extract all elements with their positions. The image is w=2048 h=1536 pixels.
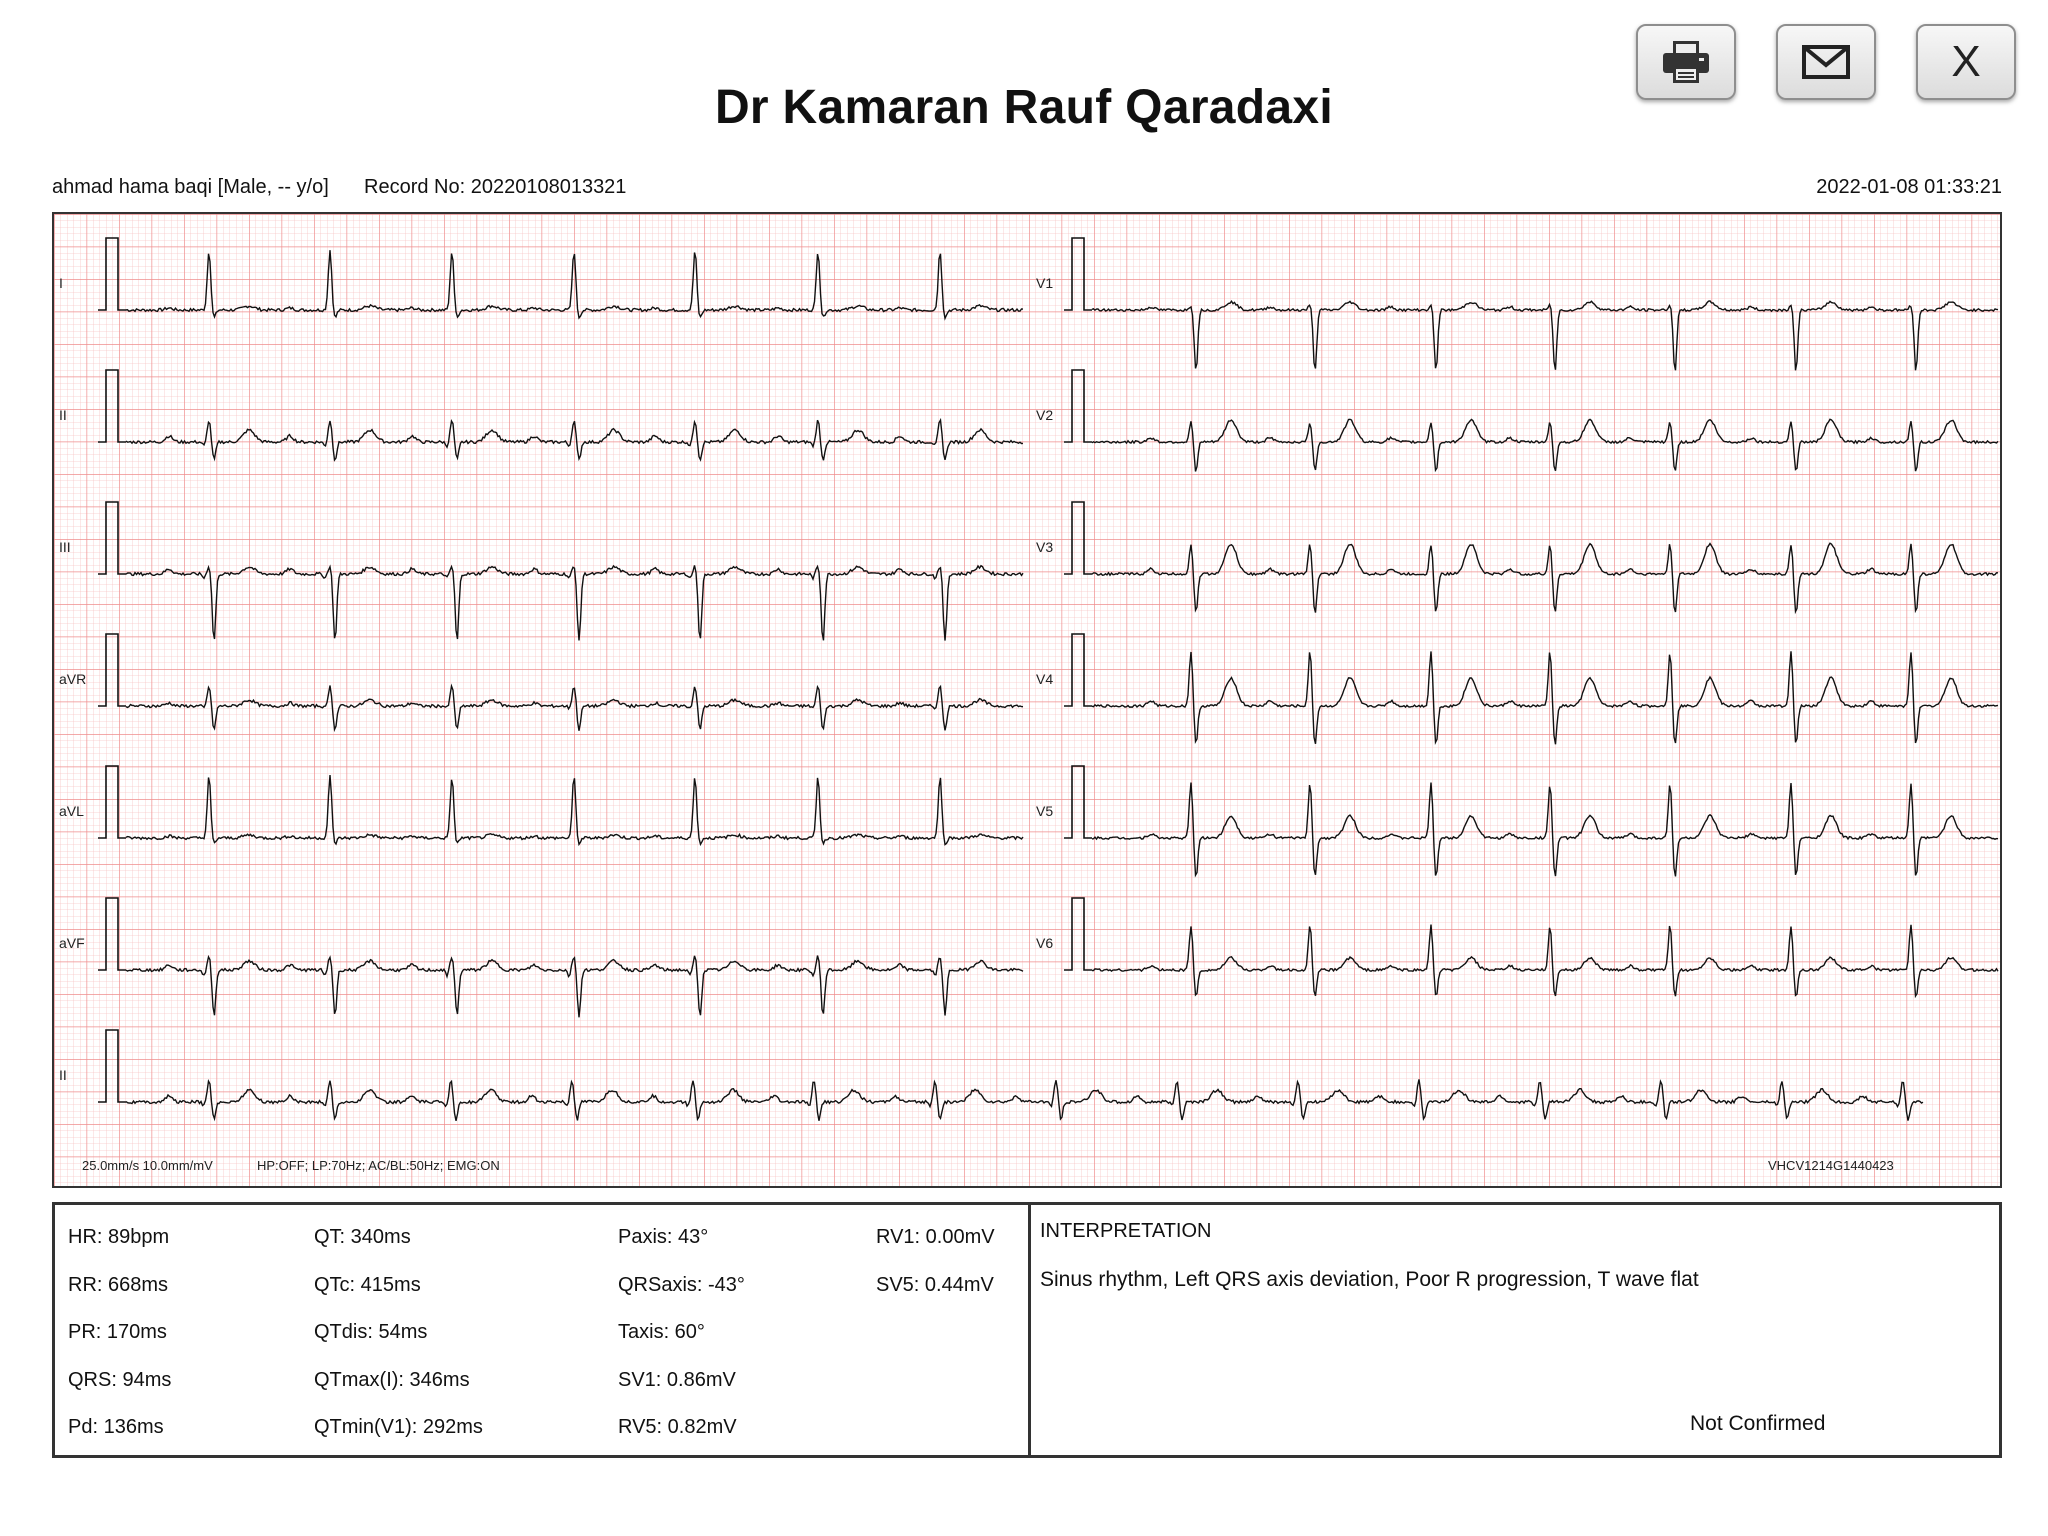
patient-info: ahmad hama baqi [Male, -- y/o] bbox=[52, 176, 329, 198]
measurement-col2-2: QTdis: 54ms bbox=[314, 1321, 428, 1343]
panel-divider bbox=[1028, 1202, 1031, 1458]
page-title: Dr Kamaran Rauf Qaradaxi bbox=[714, 81, 1334, 134]
measurement-col1-0: HR: 89bpm bbox=[68, 1226, 170, 1248]
email-button[interactable] bbox=[1776, 24, 1876, 100]
ecg-canvas bbox=[54, 214, 2000, 1186]
measurement-col1-2: PR: 170ms bbox=[68, 1321, 167, 1343]
envelope-icon bbox=[1801, 44, 1851, 80]
measurement-col2-4: QTmin(V1): 292ms bbox=[314, 1416, 483, 1438]
record-number: Record No: 20220108013321 bbox=[364, 176, 627, 198]
lead-label-v6: V6 bbox=[1036, 935, 1054, 951]
measurement-col4-0: RV1: 0.00mV bbox=[876, 1226, 995, 1248]
lead-label-v4: V4 bbox=[1036, 671, 1054, 687]
measurement-col1-1: RR: 668ms bbox=[68, 1273, 169, 1296]
lead-label-avf: aVF bbox=[59, 935, 85, 951]
ecg-filter-settings: HP:OFF; LP:70Hz; AC/BL:50Hz; EMG:ON bbox=[257, 1158, 500, 1173]
measurement-col2-0: QT: 340ms bbox=[314, 1226, 411, 1248]
measurement-col3-0: Paxis: 43° bbox=[618, 1226, 709, 1248]
lead-label-iii: III bbox=[59, 539, 71, 555]
ecg-speed-gain: 25.0mm/s 10.0mm/mV bbox=[82, 1158, 213, 1173]
lead-label-v5: V5 bbox=[1036, 803, 1054, 819]
lead-label-avr: aVR bbox=[59, 671, 87, 687]
record-datetime: 2022-01-08 01:33:21 bbox=[1816, 176, 2002, 198]
lead-label-ii: II bbox=[59, 407, 67, 423]
close-button[interactable] bbox=[1916, 24, 2016, 100]
measurement-col1-4: Pd: 136ms bbox=[68, 1416, 164, 1438]
lead-label-v1: V1 bbox=[1036, 275, 1054, 291]
measurement-col3-1: QRSaxis: -43° bbox=[618, 1273, 745, 1296]
measurement-col3-2: Taxis: 60° bbox=[618, 1321, 705, 1343]
printer-icon bbox=[1660, 38, 1712, 86]
measurement-col3-4: RV5: 0.82mV bbox=[618, 1416, 737, 1438]
lead-label-v2: V2 bbox=[1036, 407, 1054, 423]
ecg-chart bbox=[52, 212, 2002, 1188]
device-id: VHCV1214G1440423 bbox=[1768, 1158, 1894, 1173]
confirmation-status: Not Confirmed bbox=[1690, 1412, 1826, 1435]
lead-label-ii: II bbox=[59, 1067, 67, 1083]
measurement-col4-1: SV5: 0.44mV bbox=[876, 1273, 994, 1296]
measurement-col2-1: QTc: 415ms bbox=[314, 1273, 421, 1296]
lead-label-v3: V3 bbox=[1036, 539, 1054, 555]
measurement-col1-3: QRS: 94ms bbox=[68, 1368, 172, 1391]
close-label: X bbox=[1951, 37, 1981, 86]
lead-label-avl: aVL bbox=[59, 803, 84, 819]
lead-label-i: I bbox=[59, 275, 63, 291]
measurement-col3-3: SV1: 0.86mV bbox=[618, 1368, 736, 1391]
print-button[interactable] bbox=[1636, 24, 1736, 100]
interpretation-text: Sinus rhythm, Left QRS axis deviation, Poor R progression, T wave flat bbox=[1040, 1268, 1699, 1291]
interpretation-title: INTERPRETATION bbox=[1040, 1220, 1212, 1242]
measurement-col2-3: QTmax(I): 346ms bbox=[314, 1368, 470, 1391]
